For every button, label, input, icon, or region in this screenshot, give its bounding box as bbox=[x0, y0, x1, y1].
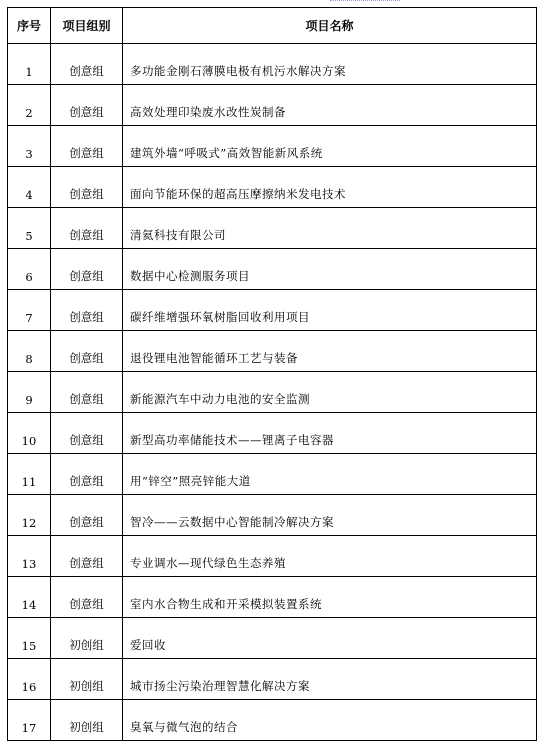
row-serial-number: 6 bbox=[8, 249, 51, 290]
row-project-group: 创意组 bbox=[51, 331, 123, 372]
row-serial-number: 4 bbox=[8, 167, 51, 208]
row-serial-number: 15 bbox=[8, 618, 51, 659]
row-serial-number: 11 bbox=[8, 454, 51, 495]
table-body bbox=[8, 44, 537, 741]
row-project-name: 爱回收 bbox=[123, 618, 537, 659]
table-row bbox=[8, 659, 537, 700]
row-serial-number: 14 bbox=[8, 577, 51, 618]
row-project-group: 初创组 bbox=[51, 659, 123, 700]
table-row bbox=[8, 454, 537, 495]
row-project-name: 高效处理印染废水改性炭制备 bbox=[123, 85, 537, 126]
table-row bbox=[8, 331, 537, 372]
row-project-group: 初创组 bbox=[51, 618, 123, 659]
header-project-group: 项目组别 bbox=[51, 8, 123, 44]
table-row bbox=[8, 618, 537, 659]
top-decoration bbox=[330, 0, 400, 3]
row-project-group: 初创组 bbox=[51, 700, 123, 741]
row-project-name: 建筑外墙“呼吸式”高效智能新风系统 bbox=[123, 126, 537, 167]
row-project-group: 创意组 bbox=[51, 85, 123, 126]
row-project-name: 清氦科技有限公司 bbox=[123, 208, 537, 249]
header-project-name: 项目名称 bbox=[123, 8, 537, 44]
row-project-group: 创意组 bbox=[51, 208, 123, 249]
table-row bbox=[8, 290, 537, 331]
row-project-group: 创意组 bbox=[51, 290, 123, 331]
table-row bbox=[8, 208, 537, 249]
table-row bbox=[8, 372, 537, 413]
row-project-name: 新能源汽车中动力电池的安全监测 bbox=[123, 372, 537, 413]
row-project-group: 创意组 bbox=[51, 44, 123, 85]
project-table bbox=[7, 7, 537, 741]
row-project-name: 臭氧与微气泡的结合 bbox=[123, 700, 537, 741]
row-project-name: 新型高功率储能技术——锂离子电容器 bbox=[123, 413, 537, 454]
row-serial-number: 13 bbox=[8, 536, 51, 577]
row-serial-number: 10 bbox=[8, 413, 51, 454]
table-row bbox=[8, 85, 537, 126]
row-project-group: 创意组 bbox=[51, 249, 123, 290]
row-project-name: 用“锌空”照亮锌能大道 bbox=[123, 454, 537, 495]
table-row bbox=[8, 495, 537, 536]
table-header-row bbox=[8, 8, 537, 44]
row-project-name: 专业调水—现代绿色生态养殖 bbox=[123, 536, 537, 577]
row-project-name: 数据中心检测服务项目 bbox=[123, 249, 537, 290]
row-project-name: 碳纤维增强环氧树脂回收利用项目 bbox=[123, 290, 537, 331]
table-row bbox=[8, 126, 537, 167]
row-serial-number: 16 bbox=[8, 659, 51, 700]
row-serial-number: 5 bbox=[8, 208, 51, 249]
row-project-group: 创意组 bbox=[51, 126, 123, 167]
row-serial-number: 8 bbox=[8, 331, 51, 372]
row-serial-number: 2 bbox=[8, 85, 51, 126]
row-serial-number: 7 bbox=[8, 290, 51, 331]
table-row bbox=[8, 700, 537, 741]
row-serial-number: 17 bbox=[8, 700, 51, 741]
row-serial-number: 9 bbox=[8, 372, 51, 413]
table-row bbox=[8, 536, 537, 577]
table-row bbox=[8, 167, 537, 208]
row-project-name: 智冷——云数据中心智能制冷解决方案 bbox=[123, 495, 537, 536]
row-project-group: 创意组 bbox=[51, 372, 123, 413]
table-row bbox=[8, 44, 537, 85]
row-project-group: 创意组 bbox=[51, 495, 123, 536]
row-project-name: 多功能金刚石薄膜电极有机污水解决方案 bbox=[123, 44, 537, 85]
header-serial-number: 序号 bbox=[8, 8, 51, 44]
row-serial-number: 12 bbox=[8, 495, 51, 536]
table-row bbox=[8, 249, 537, 290]
row-serial-number: 3 bbox=[8, 126, 51, 167]
row-serial-number: 1 bbox=[8, 44, 51, 85]
row-project-group: 创意组 bbox=[51, 577, 123, 618]
row-project-group: 创意组 bbox=[51, 454, 123, 495]
row-project-name: 面向节能环保的超高压摩擦纳米发电技术 bbox=[123, 167, 537, 208]
table-row bbox=[8, 577, 537, 618]
row-project-name: 室内水合物生成和开采模拟装置系统 bbox=[123, 577, 537, 618]
row-project-name: 退役锂电池智能循环工艺与装备 bbox=[123, 331, 537, 372]
row-project-group: 创意组 bbox=[51, 536, 123, 577]
row-project-group: 创意组 bbox=[51, 167, 123, 208]
row-project-group: 创意组 bbox=[51, 413, 123, 454]
table-row bbox=[8, 413, 537, 454]
row-project-name: 城市扬尘污染治理智慧化解决方案 bbox=[123, 659, 537, 700]
